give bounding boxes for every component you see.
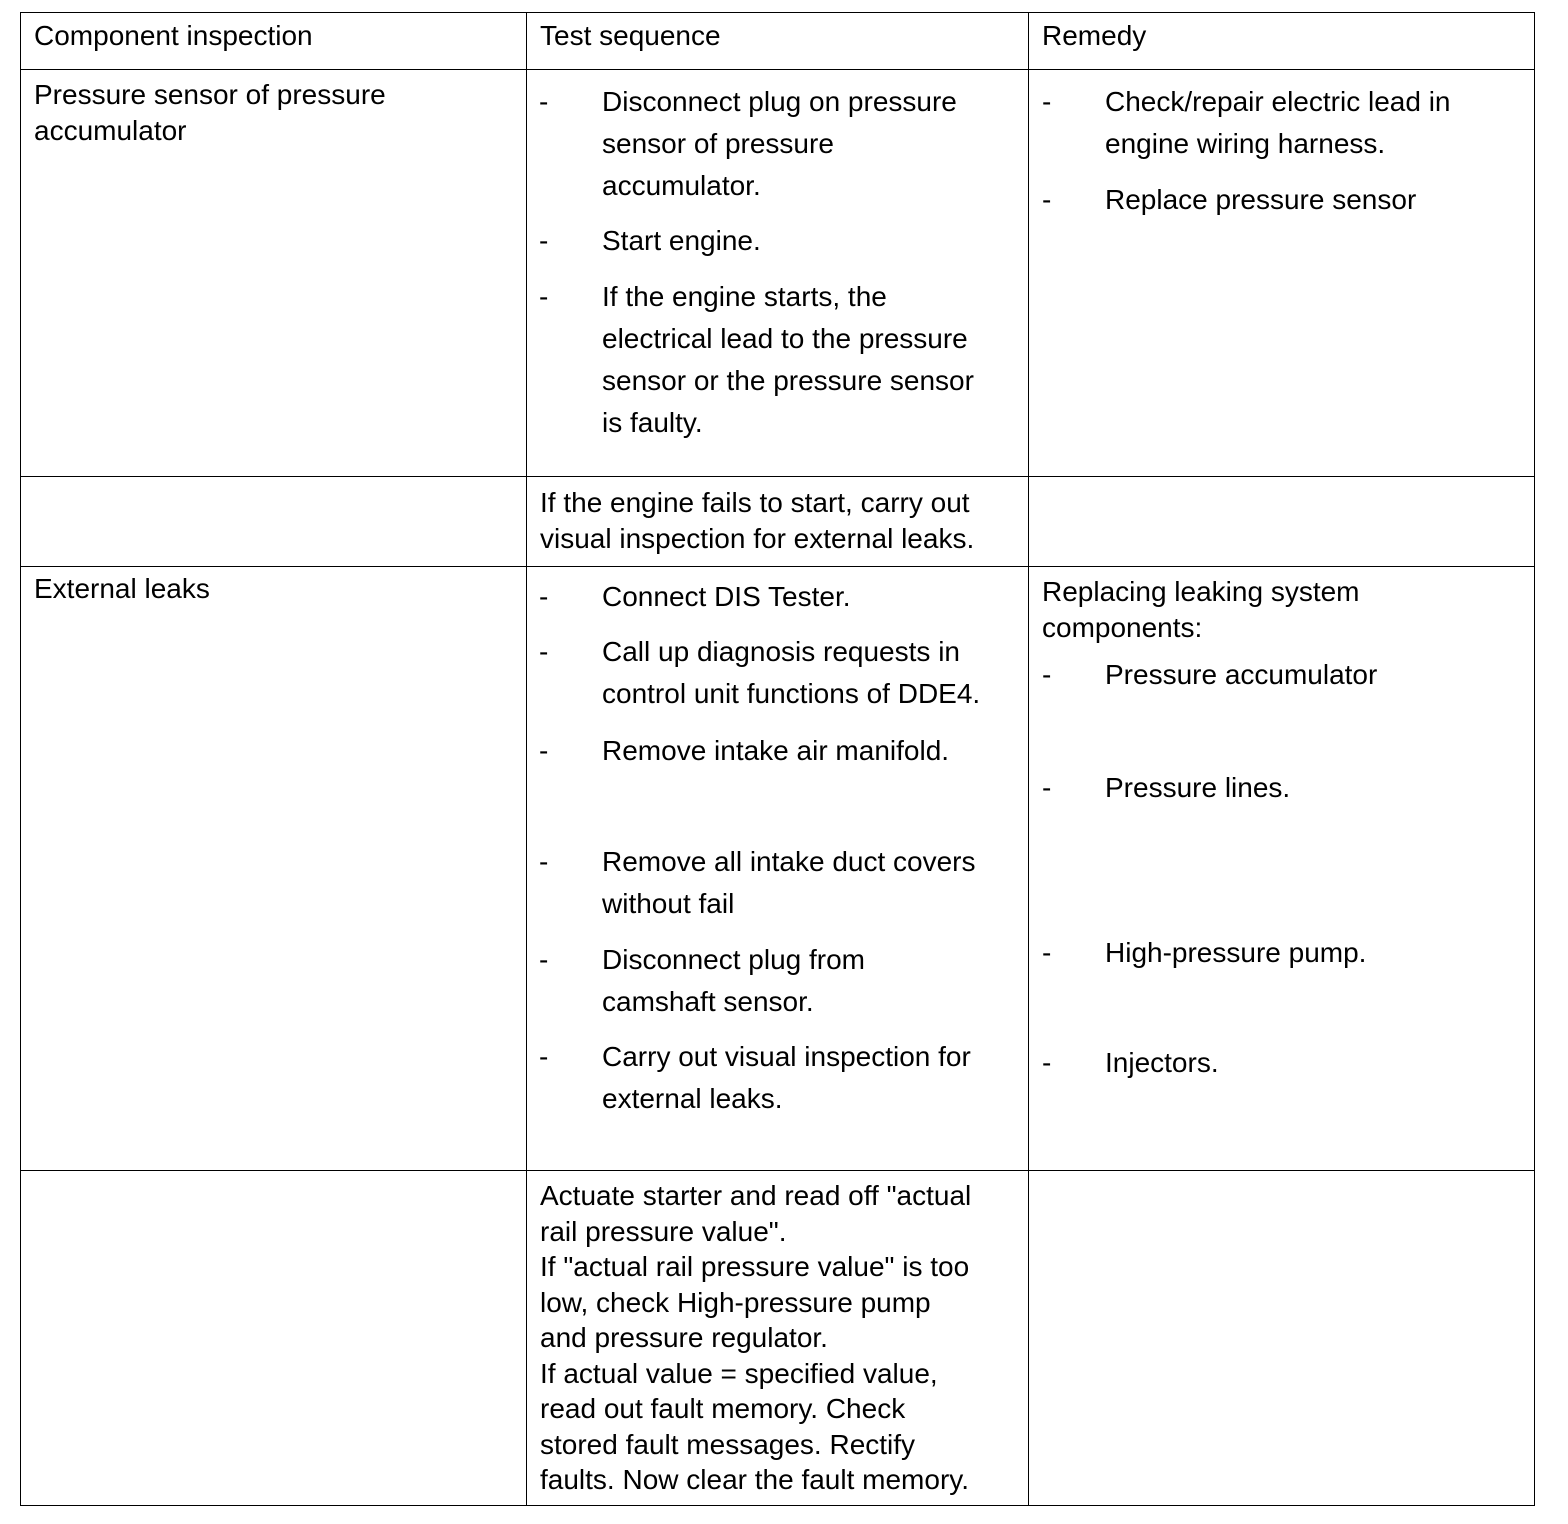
row1-component-line: Pressure sensor of pressure xyxy=(34,79,386,110)
header-remedy: Remedy xyxy=(1042,20,1147,51)
note-line: If the engine fails to start, carry out xyxy=(540,487,970,518)
table-border-right xyxy=(1534,12,1535,1506)
row1-test-step xyxy=(539,276,1019,444)
row1-component xyxy=(34,77,386,148)
step-line: If the engine starts, the xyxy=(602,281,887,312)
note-line: stored fault messages. Rectify xyxy=(540,1428,916,1460)
bullet-dash: - xyxy=(1042,1047,1052,1078)
row1-component-line: accumulator xyxy=(34,114,187,146)
row3-component: External leaks xyxy=(34,573,210,604)
row3-remedy-intro xyxy=(1042,574,1360,645)
bullet-dash: - xyxy=(1042,772,1052,803)
bullet-dash: - xyxy=(539,281,549,312)
column-divider-1 xyxy=(526,12,527,1506)
step-line: external leaks. xyxy=(602,1083,783,1114)
step-line: Call up diagnosis requests in xyxy=(602,636,960,667)
row3-test-step xyxy=(539,576,1019,618)
step-line: Start engine. xyxy=(602,225,761,256)
column-divider-2 xyxy=(1028,12,1029,1506)
bullet-dash: - xyxy=(539,225,549,256)
step-line: sensor or the pressure sensor xyxy=(602,365,974,396)
row1-remedy xyxy=(1042,179,1527,221)
note-line: read out fault memory. Check xyxy=(540,1393,906,1424)
row1-test-step xyxy=(539,220,1019,262)
row3-test-step xyxy=(539,631,1019,715)
note-line: visual inspection for external leaks. xyxy=(540,522,975,554)
table-border-top xyxy=(20,12,1535,13)
step-line: Connect DIS Tester. xyxy=(602,581,851,612)
bullet-dash: - xyxy=(539,86,549,117)
bullet-dash: - xyxy=(539,581,549,612)
row3-remedy xyxy=(1042,767,1527,809)
row3-remedy xyxy=(1042,932,1527,974)
step-line: without fail xyxy=(602,888,735,919)
bullet-dash: - xyxy=(539,735,549,766)
remedy-intro-line: Replacing leaking system xyxy=(1042,576,1360,607)
remedy-intro-line: components: xyxy=(1042,611,1203,643)
remedy-line: Injectors. xyxy=(1105,1047,1219,1078)
step-line: Carry out visual inspection for xyxy=(602,1041,971,1072)
note-line: faults. Now clear the fault memory. xyxy=(540,1464,969,1495)
note-line: rail pressure value". xyxy=(540,1215,787,1247)
step-line: control unit functions of DDE4. xyxy=(602,678,981,709)
row3-remedy xyxy=(1042,654,1527,696)
step-line: Remove all intake duct covers xyxy=(602,846,976,877)
bullet-dash: - xyxy=(539,1041,549,1072)
step-line: sensor of pressure xyxy=(602,128,834,159)
remedy-line: High-pressure pump. xyxy=(1105,937,1367,968)
table-border-bottom xyxy=(20,1505,1535,1506)
row1-divider xyxy=(20,476,1535,477)
row3-test-step xyxy=(539,1036,1019,1120)
bullet-dash: - xyxy=(539,846,549,877)
step-line: Disconnect plug from xyxy=(602,944,866,975)
row4-test-note xyxy=(540,1178,971,1498)
note-line: If "actual rail pressure value" is too xyxy=(540,1251,970,1282)
row3-test-step xyxy=(539,939,1019,1023)
table-border-left xyxy=(20,12,21,1506)
step-line: camshaft sensor. xyxy=(602,986,814,1017)
header-component-inspection: Component inspection xyxy=(34,20,313,51)
remedy-line: Replace pressure sensor xyxy=(1105,184,1417,215)
note-line: Actuate starter and read off "actual xyxy=(540,1180,972,1211)
row3-test-step xyxy=(539,841,1019,925)
remedy-line: Pressure accumulator xyxy=(1105,659,1378,690)
row3-divider xyxy=(20,1170,1535,1171)
row1-test-step xyxy=(539,81,1019,207)
note-line: and pressure regulator. xyxy=(540,1322,828,1353)
step-line: Remove intake air manifold. xyxy=(602,735,950,766)
step-line: Disconnect plug on pressure xyxy=(602,86,957,117)
bullet-dash: - xyxy=(539,944,549,975)
row2-divider xyxy=(20,566,1535,567)
bullet-dash: - xyxy=(539,636,549,667)
note-line: If actual value = specified value, xyxy=(540,1357,938,1389)
step-line: is faulty. xyxy=(602,407,703,438)
bullet-dash: - xyxy=(1042,184,1052,215)
step-line: accumulator. xyxy=(602,170,761,201)
note-line: low, check High-pressure pump xyxy=(540,1286,931,1318)
row2-test-note xyxy=(540,485,974,556)
row3-remedy xyxy=(1042,1042,1527,1084)
step-line: electrical lead to the pressure xyxy=(602,323,968,354)
remedy-line: Check/repair electric lead in xyxy=(1105,86,1451,117)
remedy-line: Pressure lines. xyxy=(1105,772,1291,803)
bullet-dash: - xyxy=(1042,937,1052,968)
header-test-sequence: Test sequence xyxy=(540,20,721,51)
row1-remedy xyxy=(1042,81,1527,165)
header-divider xyxy=(20,69,1535,70)
remedy-line: engine wiring harness. xyxy=(1105,128,1386,159)
bullet-dash: - xyxy=(1042,659,1052,690)
bullet-dash: - xyxy=(1042,86,1052,117)
row3-test-step xyxy=(539,730,1019,772)
